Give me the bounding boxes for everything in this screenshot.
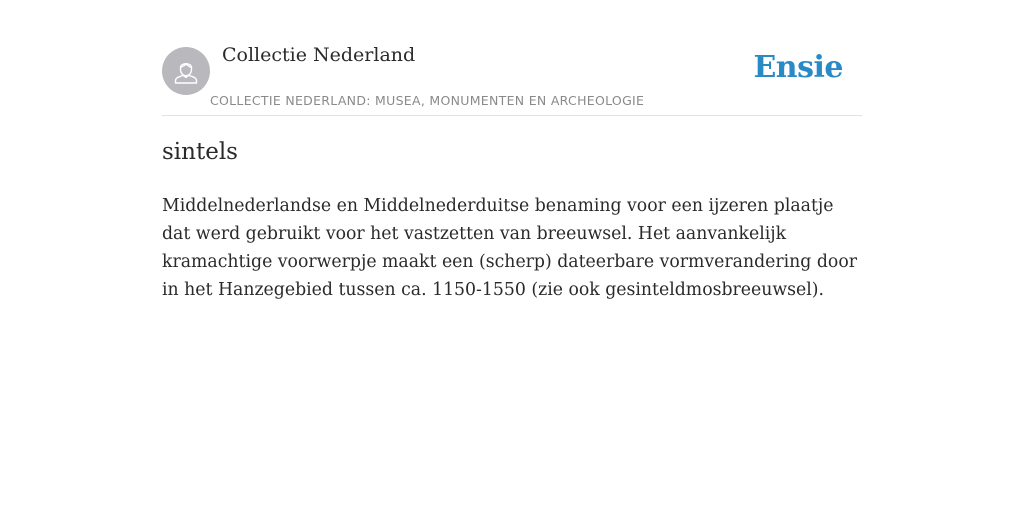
brand-logo[interactable]: Ensie — [753, 50, 843, 85]
entry-card — [162, 0, 862, 300]
author-name[interactable]: Collectie Nederland — [222, 44, 416, 66]
source-label[interactable]: COLLECTIE NEDERLAND: MUSEA, MONUMENTEN EN ARCHEOLOGIE — [210, 93, 645, 108]
user-silhouette-icon — [171, 56, 201, 86]
entry-header — [162, 0, 862, 116]
avatar[interactable] — [162, 47, 210, 95]
entry-term: sintels — [162, 139, 238, 165]
entry-definition: Middelnederlandse en Middelnederduitse benaming voor een ijzeren plaatje dat werd gebruikt voor het vastzetten van breeuwsel. Het aanvankelijk kramachtige voorwerpje maakt een (scherp) dateerbare vormverandering door in het Hanzegebied tussen ca. 1150-1550 (zie ook gesinteldmosbreeuwsel). — [162, 196, 857, 300]
